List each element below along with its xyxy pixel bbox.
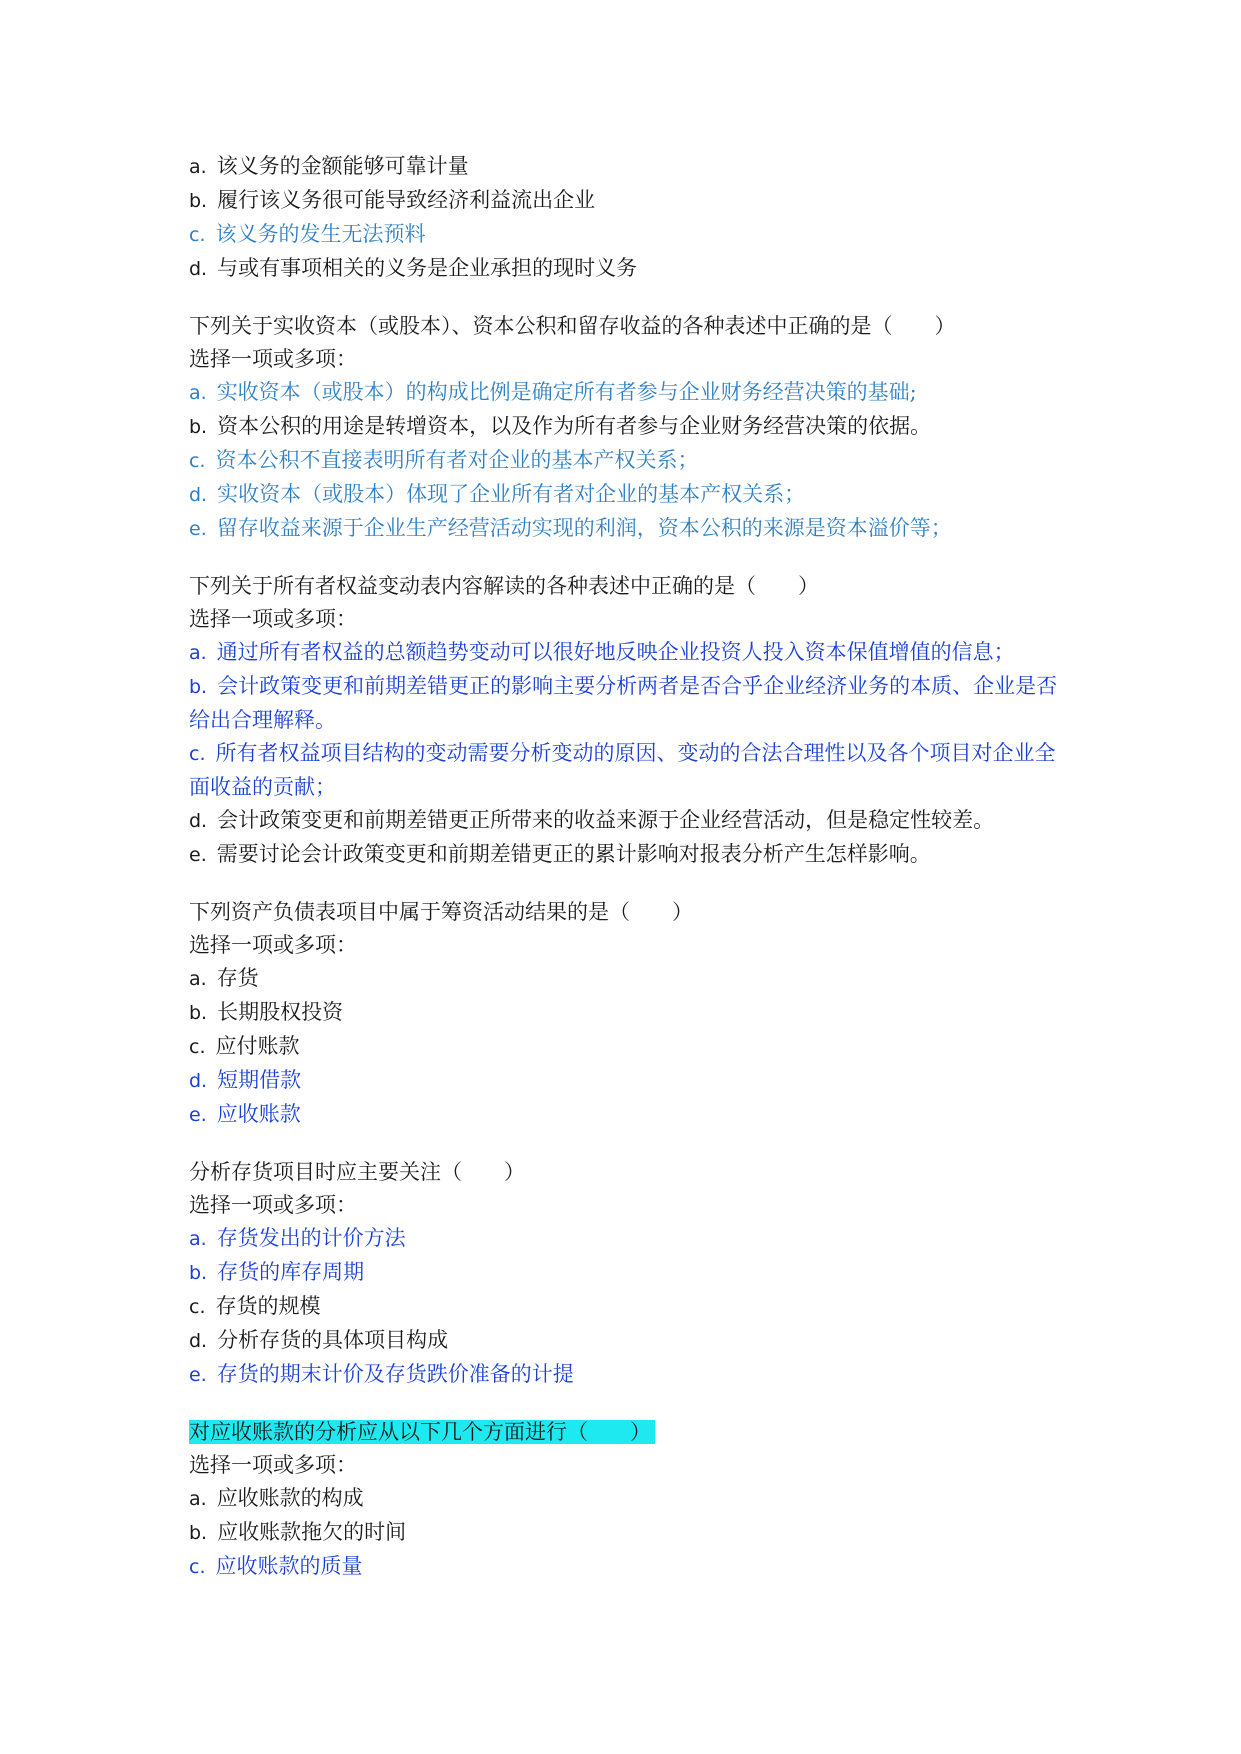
question-text: 分析存货项目时应主要关注（ ） — [189, 1160, 525, 1184]
option-line — [189, 1482, 1069, 1516]
option-line — [189, 184, 1069, 218]
option-letter: b. — [189, 1002, 208, 1024]
option-line — [189, 962, 1069, 996]
question-block — [189, 310, 1069, 546]
option-letter: b. — [189, 416, 208, 438]
option-text: 应收账款的质量 — [215, 1554, 363, 1578]
option-text: 存货的库存周期 — [217, 1260, 365, 1284]
option-letter: c. — [189, 224, 206, 246]
option-letter: d. — [189, 1070, 208, 1092]
option-text: 与或有事项相关的义务是企业承担的现时义务 — [217, 256, 638, 280]
option-text: 所有者权益项目结构的变动需要分析变动的原因、变动的合法合理性以及各个项目对企业全面收益的贡献； — [189, 741, 1056, 799]
option-text: 会计政策变更和前期差错更正的影响主要分析两者是否合乎企业经济业务的本质、企业是否给出合理解释。 — [189, 674, 1058, 732]
question-instruction: 选择一项或多项： — [189, 1193, 357, 1217]
option-line — [189, 1098, 1069, 1132]
option-letter: c. — [189, 1296, 206, 1318]
option-line — [189, 1290, 1069, 1324]
option-line — [189, 1358, 1069, 1392]
question-instruction: 选择一项或多项： — [189, 607, 357, 631]
option-line — [189, 252, 1069, 286]
option-letter: c. — [189, 1556, 206, 1578]
option-letter: e. — [189, 518, 207, 540]
option-text: 资本公积不直接表明所有者对企业的基本产权关系； — [215, 448, 699, 472]
question-block — [189, 896, 1069, 1132]
option-letter: a. — [189, 642, 207, 664]
option-text: 应收账款 — [216, 1102, 301, 1126]
option-line — [189, 1516, 1069, 1550]
option-line — [189, 838, 1069, 872]
option-text: 应收账款的构成 — [216, 1486, 364, 1510]
option-line — [189, 1256, 1069, 1290]
option-line — [189, 996, 1069, 1030]
option-text: 该义务的发生无法预料 — [215, 222, 426, 246]
question-text: 下列关于实收资本（或股本）、资本公积和留存收益的各种表述中正确的是（ ） — [189, 314, 956, 338]
option-letter: a. — [189, 1488, 207, 1510]
option-line — [189, 804, 1069, 838]
option-text: 通过所有者权益的总额趋势变动可以很好地反映企业投资人投入资本保值增值的信息； — [216, 640, 1015, 664]
option-line — [189, 478, 1069, 512]
document-page — [189, 150, 1069, 1584]
option-letter: d. — [189, 484, 208, 506]
option-letter: c. — [189, 450, 206, 472]
option-text: 短期借款 — [217, 1068, 302, 1092]
option-text: 会计政策变更和前期差错更正所带来的收益来源于企业经营活动，但是稳定性较差。 — [217, 808, 995, 832]
question-instruction: 选择一项或多项： — [189, 933, 357, 957]
option-text: 实收资本（或股本）的构成比例是确定所有者参与企业财务经营决策的基础; — [216, 380, 917, 404]
option-line — [189, 1222, 1069, 1256]
option-letter: d. — [189, 258, 208, 280]
option-letter: e. — [189, 1364, 207, 1386]
option-text: 存货的规模 — [215, 1294, 321, 1318]
option-letter: b. — [189, 1262, 208, 1284]
option-line — [189, 218, 1069, 252]
option-line — [189, 410, 1069, 444]
option-text: 存货 — [216, 966, 259, 990]
option-letter: e. — [189, 1104, 207, 1126]
question-text: 下列资产负债表项目中属于筹资活动结果的是（ ） — [189, 900, 693, 924]
option-text: 实收资本（或股本）体现了企业所有者对企业的基本产权关系； — [217, 482, 806, 506]
option-letter: a. — [189, 382, 207, 404]
question-text: 下列关于所有者权益变动表内容解读的各种表述中正确的是（ ） — [189, 574, 819, 598]
option-letter: c. — [189, 1036, 206, 1058]
highlight-mark: 对应收账款的分析应从以下几个方面进行（ ） — [189, 1420, 655, 1444]
question-block — [189, 150, 1069, 286]
option-text: 留存收益来源于企业生产经营活动实现的利润，资本公积的来源是资本溢价等； — [216, 516, 952, 540]
option-text: 该义务的金额能够可靠计量 — [216, 154, 469, 178]
question-block — [189, 1416, 1069, 1584]
option-letter: b. — [189, 1522, 208, 1544]
option-letter: a. — [189, 968, 207, 990]
option-text: 应付账款 — [215, 1034, 300, 1058]
option-line — [189, 1030, 1069, 1064]
option-line — [189, 150, 1069, 184]
option-letter: c. — [189, 743, 206, 765]
question-text-highlighted — [189, 1416, 1069, 1449]
option-line — [189, 444, 1069, 478]
question-block — [189, 1156, 1069, 1392]
option-line — [189, 737, 1069, 804]
option-line — [189, 1550, 1069, 1584]
option-text: 长期股权投资 — [217, 1000, 344, 1024]
question-instruction: 选择一项或多项： — [189, 1453, 357, 1477]
option-letter: a. — [189, 1228, 207, 1250]
option-line — [189, 636, 1069, 670]
option-letter: a. — [189, 156, 207, 178]
option-text: 需要讨论会计政策变更和前期差错更正的累计影响对报表分析产生怎样影响。 — [216, 842, 931, 866]
option-line — [189, 512, 1069, 546]
option-text: 履行该义务很可能导致经济利益流出企业 — [217, 188, 596, 212]
option-letter: d. — [189, 810, 208, 832]
option-text: 资本公积的用途是转增资本，以及作为所有者参与企业财务经营决策的依据。 — [217, 414, 932, 438]
option-text: 分析存货的具体项目构成 — [217, 1328, 449, 1352]
option-letter: b. — [189, 676, 208, 698]
option-letter: b. — [189, 190, 208, 212]
option-text: 存货的期末计价及存货跌价准备的计提 — [216, 1362, 574, 1386]
option-line — [189, 1324, 1069, 1358]
question-block — [189, 570, 1069, 872]
option-text: 应收账款拖欠的时间 — [217, 1520, 407, 1544]
option-line — [189, 376, 1069, 410]
option-text: 存货发出的计价方法 — [216, 1226, 406, 1250]
option-line — [189, 670, 1069, 737]
option-line — [189, 1064, 1069, 1098]
option-letter: d. — [189, 1330, 208, 1352]
question-instruction: 选择一项或多项： — [189, 347, 357, 371]
option-letter: e. — [189, 844, 207, 866]
